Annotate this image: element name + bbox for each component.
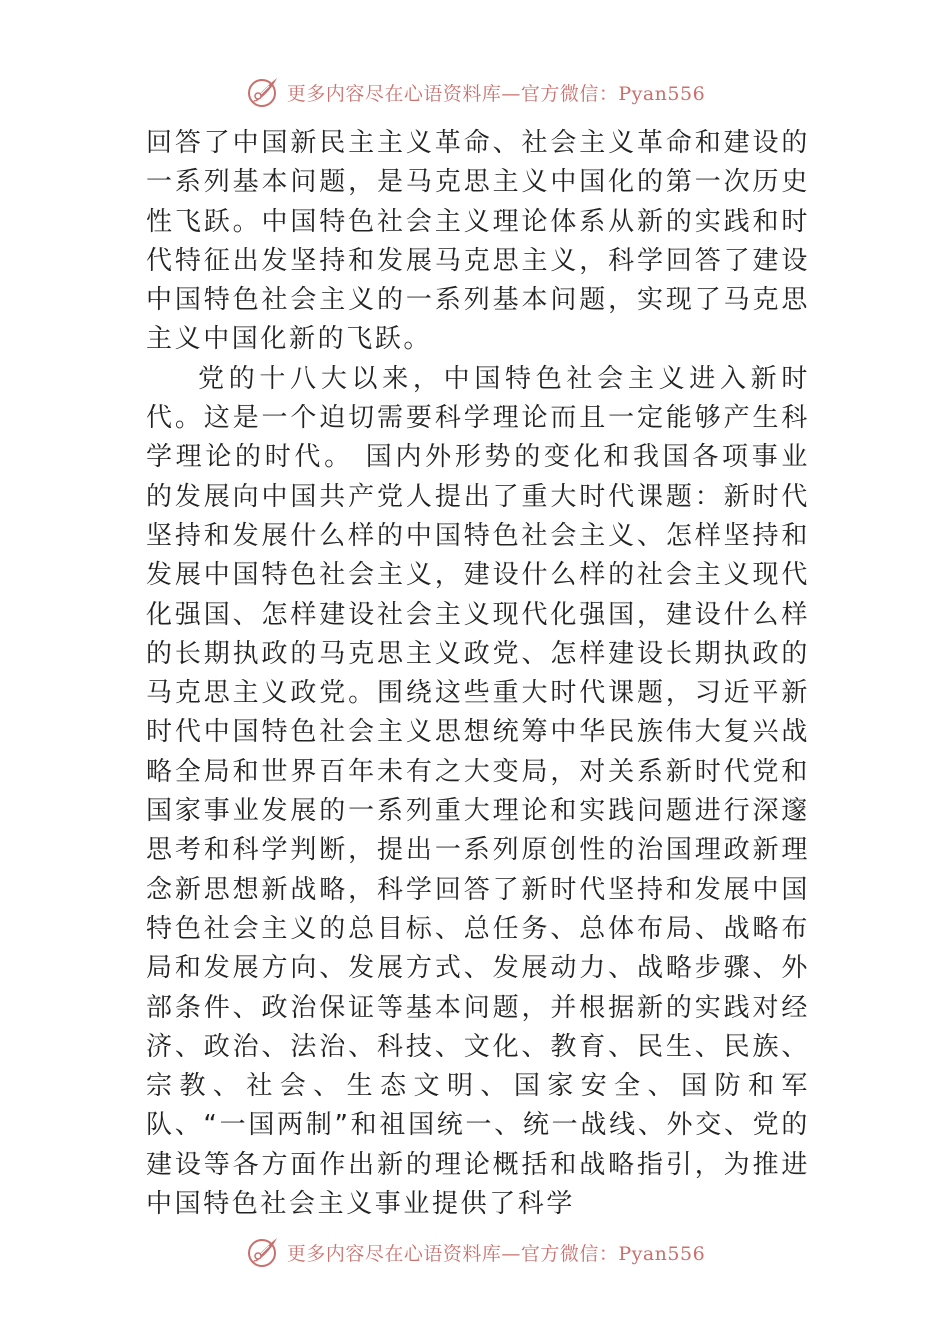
document-body [146, 124, 810, 1224]
paragraph-2: 党的十八大以来，中国特色社会主义进入新时代。这是一个迫切需要科学理论而且一定能够产生科学理论的时代。 国内外形势的变化和我国各项事业的发展向中国共产党人提出了重大时代课题：新时代坚持和发展什么样的中国特色社会主义、怎样坚持和发展中国特色社会主义，建设什么样的社会主义现代化强国、怎样建设社会主义现代化强国，建设什么样的长期执政的马克思主义政党、怎样建设长期执政的马克思主义政党。围绕这些重大时代课题，习近平新时代中国特色社会主义思想统筹中华民族伟大复兴战略全局和世界百年未有之大变局，对关系新时代党和国家事业发展的一系列重大理论和实践问题进行深邃思考和科学判断，提出一系列原创性的治国理政新理念新思想新战略，科学回答了新时代坚持和发展中国特色社会主义的总目标、总任务、总体布局、战略布局和发展方向、发展方式、发展动力、战略步骤、外部条件、政治保证等基本问题，并根据新的实践对经济、政治、法治、科技、文化、教育、民生、民族、宗教、社会、生态文明、国家安全、国防和军队、“一国两制”和祖国统一、统一战线、外交、党的建设等各方面作出新的理论概括和战略指引，为推进中国特色社会主义事业提供了科学 [146, 363, 810, 1220]
paragraph-1: 回答了中国新民主主义革命、社会主义革命和建设的一系列基本问题，是马克思主义中国化的第一次历史性飞跃。中国特色社会主义理论体系从新的实践和时代特征出发坚持和发展马克思主义，科学回答了建设中国特色社会主义的一系列基本问题，实现了马克思主义中国化新的飞跃。 [146, 128, 810, 355]
header-banner [0, 68, 950, 116]
header-banner-text: 更多内容尽在心语资料库—官方微信：Pyan556 [286, 82, 706, 105]
header-banner-inner [245, 74, 705, 110]
footer-banner [0, 1228, 950, 1276]
quill-pen-icon [245, 74, 281, 110]
quill-pen-icon [245, 1234, 281, 1270]
footer-banner-inner [245, 1234, 705, 1270]
footer-banner-text: 更多内容尽在心语资料库—官方微信：Pyan556 [286, 1242, 706, 1265]
